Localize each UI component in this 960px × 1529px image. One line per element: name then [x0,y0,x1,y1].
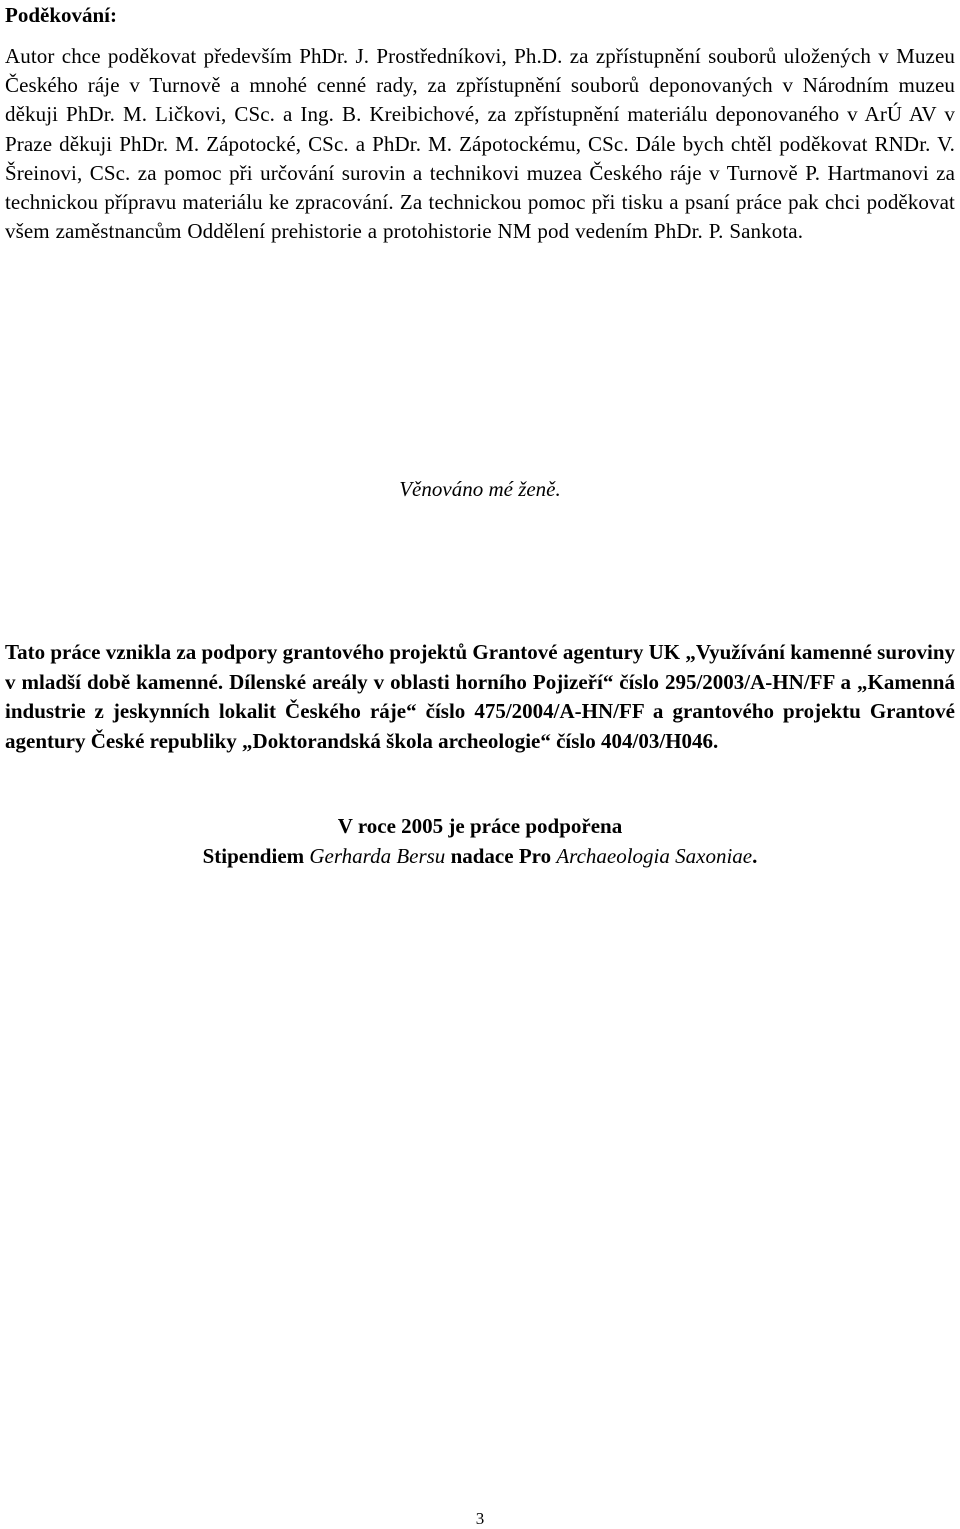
stipend-name: Gerharda Bersu [309,843,446,868]
acknowledgements-paragraph: Autor chce poděkovat především PhDr. J. Prostředníkovi, Ph.D. za zpřístupnění souborů uložených v Muzeu Českého ráje v Turnově a mnohé cenné rady, za zpřístupnění souborů deponovaných v Národním muzeu děkuji PhDr. M. Ličkovi, CSc. a Ing. B. Kreibichové, za zpřístupnění materiálu deponovaného v ArÚ AV v Praze děkuji PhDr. M. Zápotocké, CSc. a PhDr. M. Zápotockému, CSc. Dále bych chtěl poděkovat RNDr. V. Šreinovi, CSc. za pomoc při určování surovin a technikovi muzea Českého ráje v Turnově P. Hartmanovi za technickou přípravu materiálu ke zpracování. Za technickou pomoc při tisku a psaní práce pak chci poděkovat všem zaměstnancům Oddělení prehistorie a protohistorie NM pod vedením PhDr. P. Sankota. [5,44,955,244]
grant-paragraph: Tato práce vznikla za podpory grantového projektů Grantové agentury UK „Využívání kamenné suroviny v mladší době kamenné. Dílenské areály v oblasti horního Pojizeří“ číslo 295/2003/A-HN/FF a „Kamenná industrie z jeskynních lokalit Českého ráje“ číslo 475/2004/A-HN/FF a grantového projektu Grantové agentury České republiky „Doktorandská škola archeologie“ číslo 404/03/H046. [5,640,955,753]
stipend-note [5,812,955,871]
stipend-period: . [752,843,758,868]
stipend-line-1: V roce 2005 je práce podpořena [337,814,623,838]
stipend-text-b: nadace Pro [445,843,557,868]
page-number: 3 [475,1509,485,1528]
dedication-text: Věnováno mé ženě. [399,477,561,501]
stipend-text-a: Stipendiem [202,843,310,868]
acknowledgements-heading: Poděkování: [5,3,118,27]
foundation-name: Archaeologia Saxoniae [556,843,753,868]
document-page [5,0,955,1529]
stipend-line-2 [5,842,955,872]
